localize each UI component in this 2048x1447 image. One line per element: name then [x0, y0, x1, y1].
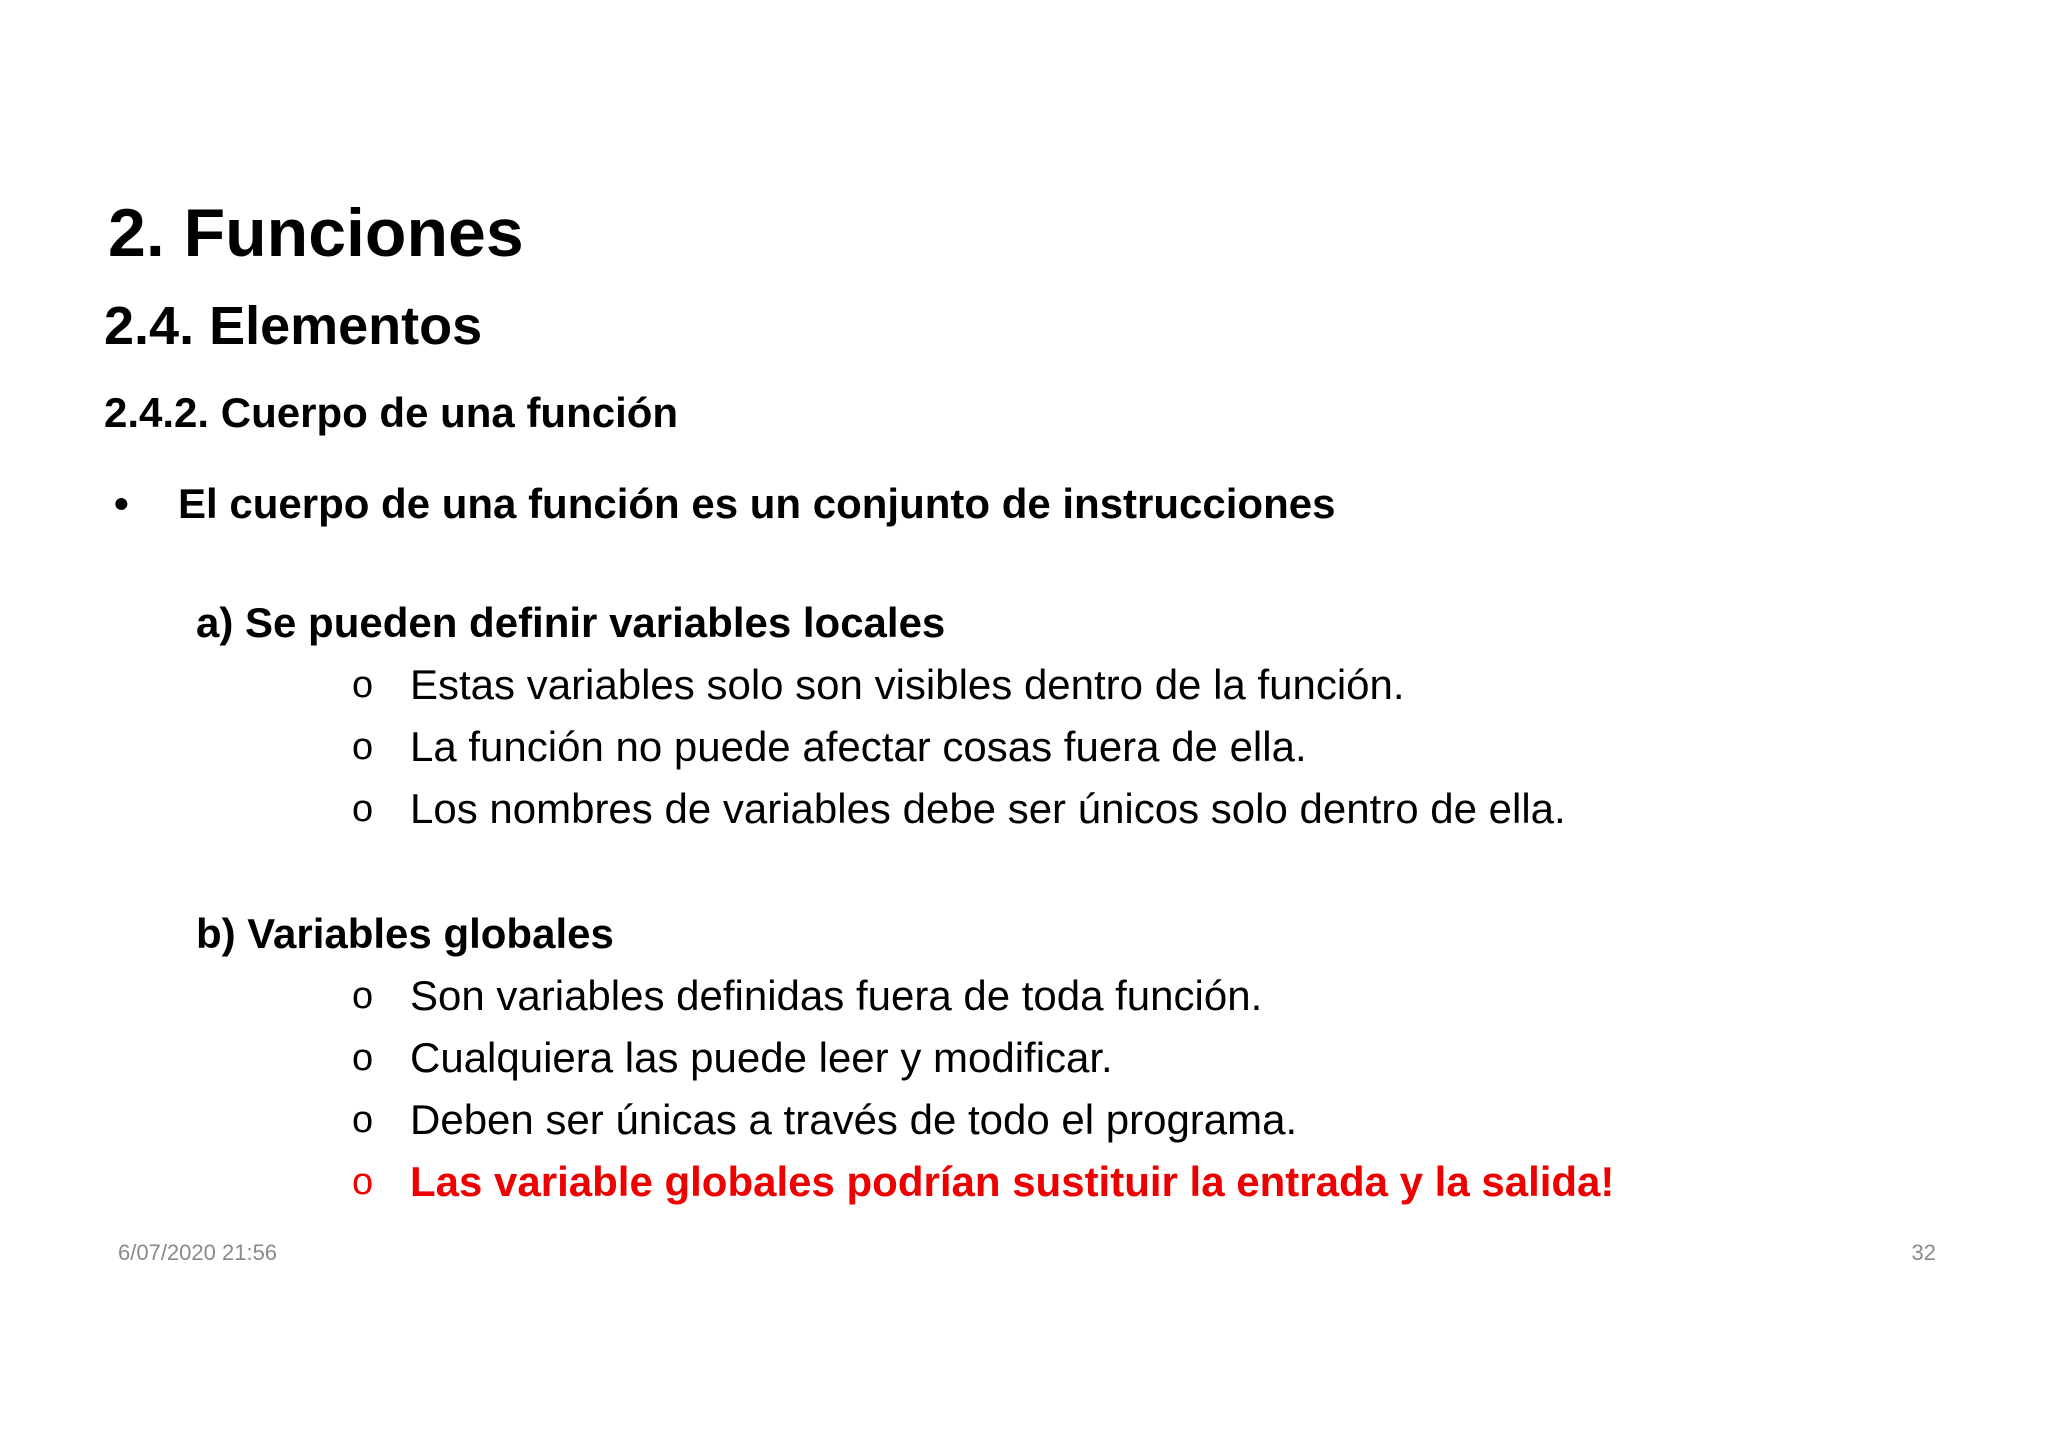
list-item — [196, 654, 1566, 716]
circle-bullet-icon: o — [352, 1037, 374, 1079]
list-item — [196, 1027, 1614, 1089]
circle-bullet-icon: o — [352, 975, 374, 1017]
list-item — [196, 965, 1614, 1027]
circle-bullet-icon: o — [352, 1099, 374, 1141]
bullet-icon: • — [114, 480, 129, 527]
slide-title: 2. Funciones — [108, 195, 524, 271]
section-global-variables — [196, 903, 1614, 1213]
main-bullet-text: El cuerpo de una función es un conjunto de instrucciones — [178, 480, 1336, 527]
section-local-variables — [196, 592, 1566, 840]
list-item-text: Deben ser únicas a través de todo el programa. — [410, 1096, 1298, 1143]
list-item — [196, 778, 1566, 840]
section-list — [196, 654, 1566, 840]
circle-bullet-icon: o — [352, 788, 374, 830]
circle-bullet-icon: o — [352, 726, 374, 768]
circle-bullet-icon: o — [352, 664, 374, 706]
list-item — [196, 716, 1566, 778]
circle-bullet-icon: o — [352, 1161, 374, 1203]
section-list — [196, 965, 1614, 1213]
footer-date: 6/07/2020 21:56 — [118, 1240, 278, 1265]
list-item-text: Son variables definidas fuera de toda función. — [410, 972, 1263, 1019]
highlighted-list-item — [196, 1151, 1614, 1213]
slide-subsubtitle: 2.4.2. Cuerpo de una función — [104, 389, 679, 436]
section-heading: a) Se pueden definir variables locales — [196, 599, 946, 646]
slide-subtitle: 2.4. Elementos — [104, 296, 483, 356]
list-item-text: Estas variables solo son visibles dentro de la función. — [410, 661, 1405, 708]
footer-page-number: 32 — [1911, 1240, 1936, 1265]
list-item — [196, 1089, 1614, 1151]
list-item-text: Cualquiera las puede leer y modificar. — [410, 1034, 1113, 1081]
list-item-text: La función no puede afectar cosas fuera de ella. — [410, 723, 1307, 770]
list-item-text: Las variable globales podrían sustituir la entrada y la salida! — [410, 1158, 1615, 1205]
section-heading: b) Variables globales — [196, 910, 614, 957]
list-item-text: Los nombres de variables debe ser únicos solo dentro de ella. — [410, 785, 1566, 832]
main-bullet — [114, 474, 1335, 534]
